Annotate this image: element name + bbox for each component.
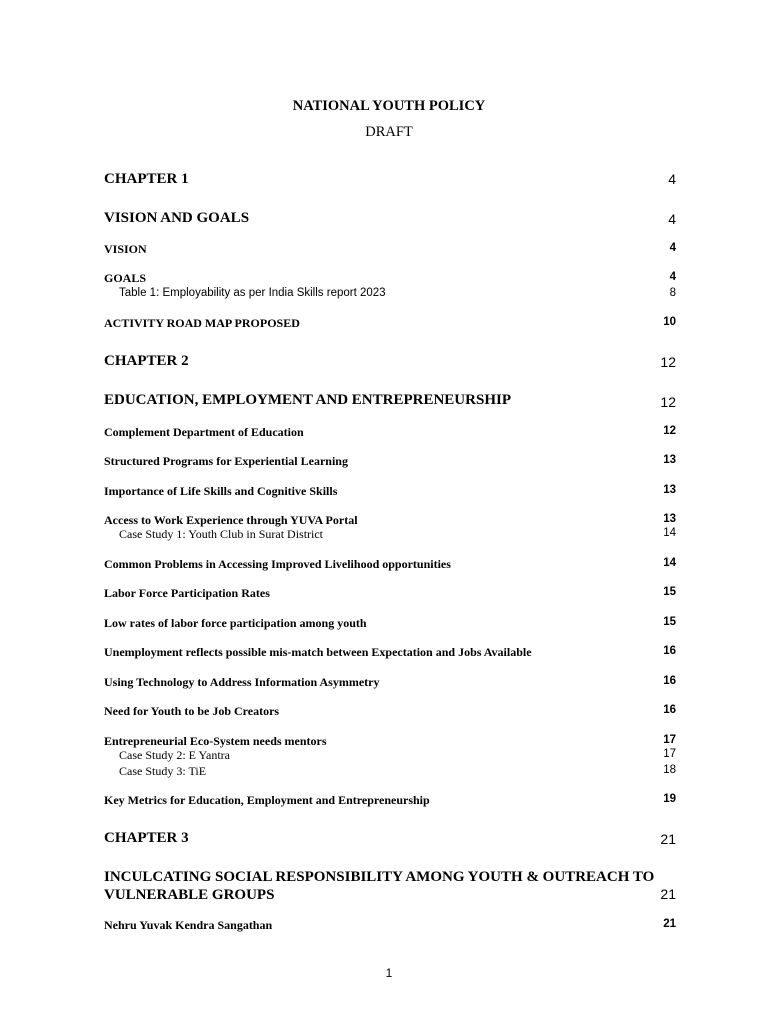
- toc-entry-label: INCULCATING SOCIAL RESPONSIBILITY AMONG YOUTH & OUTREACH TO VULNERABLE GROUPS: [104, 869, 655, 903]
- toc-entry-page: 12: [663, 425, 676, 437]
- toc-entry-page: 4: [668, 171, 676, 187]
- toc-entry-label: Complement Department of Education: [104, 425, 304, 439]
- toc-entry-page: 4: [668, 211, 676, 227]
- toc-entry-label: Unemployment reflects possible mis-match between Expectation and Jobs Available: [104, 645, 532, 659]
- toc-entry-label: Structured Programs for Experiential Learning: [104, 454, 348, 468]
- toc-entry-label: VISION: [104, 242, 147, 256]
- toc-entry-label: Key Metrics for Education, Employment and Entrepreneurship: [104, 793, 430, 807]
- toc-entry-page: 21: [660, 886, 676, 902]
- toc-entry-label: Nehru Yuvak Kendra Sangathan: [104, 918, 273, 932]
- toc-entry-page: 14: [663, 557, 676, 569]
- toc-entry-page: 12: [660, 354, 676, 370]
- toc-entry-label: Labor Force Participation Rates: [104, 586, 270, 600]
- toc-entry-label: Table 1: Employability as per India Skills report 2023: [119, 287, 386, 299]
- toc-entry-page: 13: [663, 513, 676, 525]
- toc-entry-label: Case Study 1: Youth Club in Surat District: [119, 527, 324, 541]
- toc-entry-page: 16: [663, 704, 676, 716]
- toc-entry-label: GOALS: [104, 271, 147, 285]
- toc-entry-label: EDUCATION, EMPLOYMENT AND ENTREPRENEURSHIP: [104, 392, 511, 408]
- toc-entry-label: CHAPTER 3: [104, 830, 189, 846]
- toc-entry-page: 17: [663, 748, 676, 760]
- toc-entry-page: 13: [663, 484, 676, 496]
- toc-entry-label: Access to Work Experience through YUVA Portal: [104, 513, 358, 527]
- document-title: NATIONAL YOUTH POLICY: [292, 98, 486, 114]
- page-number: 1: [385, 966, 393, 980]
- toc-entry-page: 14: [663, 527, 676, 539]
- toc-entry-label: Importance of Life Skills and Cognitive Skills: [104, 484, 338, 498]
- toc-entry-page: 4: [669, 242, 676, 254]
- toc-entry-label: Case Study 3: TiE: [119, 764, 207, 778]
- toc-entry-page: 10: [663, 316, 676, 328]
- toc-entry-page: 8: [669, 287, 676, 299]
- toc-entry-page: 13: [663, 454, 676, 466]
- toc-entry-page: 4: [669, 271, 676, 283]
- toc-entry-label: Using Technology to Address Information Asymmetry: [104, 675, 380, 689]
- toc-entry-label: Need for Youth to be Job Creators: [104, 704, 280, 718]
- toc-entry-page: 12: [660, 394, 676, 410]
- toc-entry-label: CHAPTER 2: [104, 353, 189, 369]
- toc-entry-page: 17: [663, 734, 676, 746]
- toc-entry-page: 16: [663, 645, 676, 657]
- toc-entry-page: 15: [663, 616, 676, 628]
- document-subtitle: DRAFT: [365, 124, 413, 140]
- toc-entry-page: 18: [663, 764, 676, 776]
- toc-entry-page: 16: [663, 675, 676, 687]
- toc-entry-label: ACTIVITY ROAD MAP PROPOSED: [104, 316, 300, 330]
- toc-entry-label: Case Study 2: E Yantra: [119, 748, 230, 762]
- toc-entry-label: Low rates of labor force participation among youth: [104, 616, 367, 630]
- toc-entry-label: CHAPTER 1: [104, 171, 189, 187]
- toc-entry-page: 21: [663, 918, 676, 930]
- toc-entry-page: 19: [663, 793, 676, 805]
- toc-entry-label: Common Problems in Accessing Improved Livelihood opportunities: [104, 557, 451, 571]
- toc-entry-page: 21: [660, 831, 676, 847]
- toc-entry-page: 15: [663, 586, 676, 598]
- toc-entry-label: Entrepreneurial Eco-System needs mentors: [104, 734, 327, 748]
- toc-entry-label: VISION AND GOALS: [104, 210, 250, 226]
